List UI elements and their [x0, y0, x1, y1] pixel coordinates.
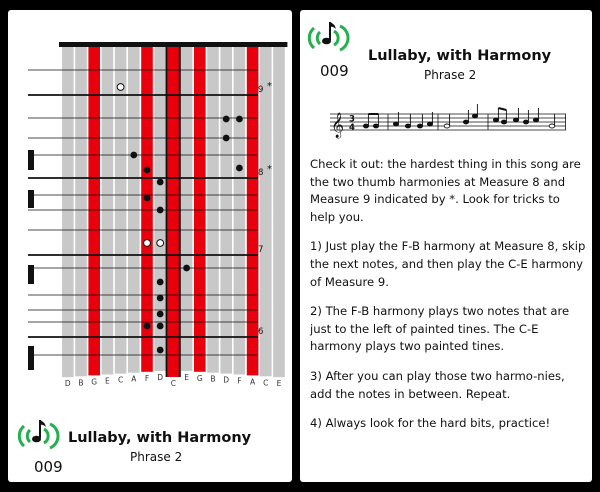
note-dot: [236, 116, 243, 123]
song-number: 009: [320, 62, 349, 80]
time-signature-bottom: 4: [349, 123, 355, 133]
song-number: 009: [34, 458, 63, 476]
tine-label: G: [91, 377, 98, 387]
music-staff: [330, 100, 566, 140]
paragraph-step-1: 1) Just play the F-B harmony at Measure 8, skip the next notes, and then play the C-E harmony of Measure 9.: [310, 239, 586, 289]
tablature-card: [8, 10, 292, 482]
rest-marker: [28, 346, 34, 370]
paragraph-step-2: 2) The F-B harmony plays two notes that are just to the left of painted tines. The C-E harmony plays two painted tines.: [310, 304, 570, 354]
instructions-text: [310, 156, 586, 445]
note-dot: [223, 135, 230, 142]
measure-number: 9: [258, 85, 264, 95]
tine-label: B: [210, 374, 216, 384]
tine-label: C: [170, 379, 177, 388]
phrase-label: Phrase 2: [424, 68, 477, 82]
note-dot: [157, 295, 164, 302]
note-dot: [157, 179, 164, 186]
paragraph-step-4: 4) Always look for the hard bits, practice!: [310, 416, 551, 431]
speaker-music-icon: [308, 18, 354, 56]
tine-label: A: [250, 377, 256, 387]
note-dot: [157, 347, 164, 354]
tine-label: E: [276, 379, 282, 389]
tine-label: D: [223, 375, 230, 385]
note-dot: [223, 116, 230, 123]
rest-marker: [28, 150, 34, 170]
tine-label: D: [157, 372, 164, 382]
paragraph-intro: Check it out: the hardest thing in this song are the two thumb harmonies at Measure 8 and Measure 9 indicated by *. Look for tricks to help you.: [310, 157, 581, 224]
song-title: Lullaby, with Harmony: [368, 48, 552, 64]
tine-label: B: [78, 378, 84, 388]
tine-label: E: [184, 372, 189, 382]
tine-label: E: [105, 376, 110, 386]
tine: [194, 45, 206, 372]
note-dot: [157, 311, 164, 318]
note-dot: [157, 279, 164, 286]
measure-number: 8: [258, 168, 264, 178]
kalimba-tablature: [8, 10, 292, 400]
note-dot-open: [117, 84, 124, 91]
note-dot-open: [157, 240, 164, 247]
tine-label: F: [144, 373, 150, 383]
note-dot: [130, 152, 137, 159]
note-dot: [144, 167, 151, 174]
note-dot: [236, 165, 243, 172]
time-signature-top: 3: [349, 114, 355, 125]
rest-marker: [28, 265, 34, 284]
measure-number: 6: [258, 327, 264, 337]
bridge-bar: [59, 42, 287, 47]
speaker-music-icon: [18, 416, 64, 454]
rest-marker: [28, 190, 34, 208]
card-footer: [12, 414, 282, 474]
tine-label: A: [131, 374, 137, 384]
paragraph-step-3: 3) After you can play those two harmo-nies, add the notes in between. Repeat.: [310, 368, 565, 401]
note-dot: [144, 323, 151, 330]
tine-label: F: [237, 376, 242, 386]
tine: [273, 45, 285, 377]
tine-label: D: [64, 379, 71, 389]
instructions-card: [300, 10, 592, 482]
phrase-label: Phrase 2: [130, 450, 183, 464]
treble-clef-icon: 𝄞: [331, 113, 345, 138]
harmony-star: *: [267, 164, 272, 175]
tine-label: C: [117, 375, 124, 385]
note-dot: [157, 323, 164, 330]
note-dot: [144, 195, 151, 202]
tine-label: C: [263, 378, 269, 388]
song-title: Lullaby, with Harmony: [68, 430, 252, 446]
note-dot-open: [144, 240, 151, 247]
note-dot: [157, 207, 164, 214]
tine-label: G: [196, 373, 203, 383]
note-dot: [183, 265, 190, 272]
measure-number: 7: [258, 245, 264, 255]
time-signature: [349, 115, 355, 134]
harmony-star: *: [267, 81, 272, 92]
